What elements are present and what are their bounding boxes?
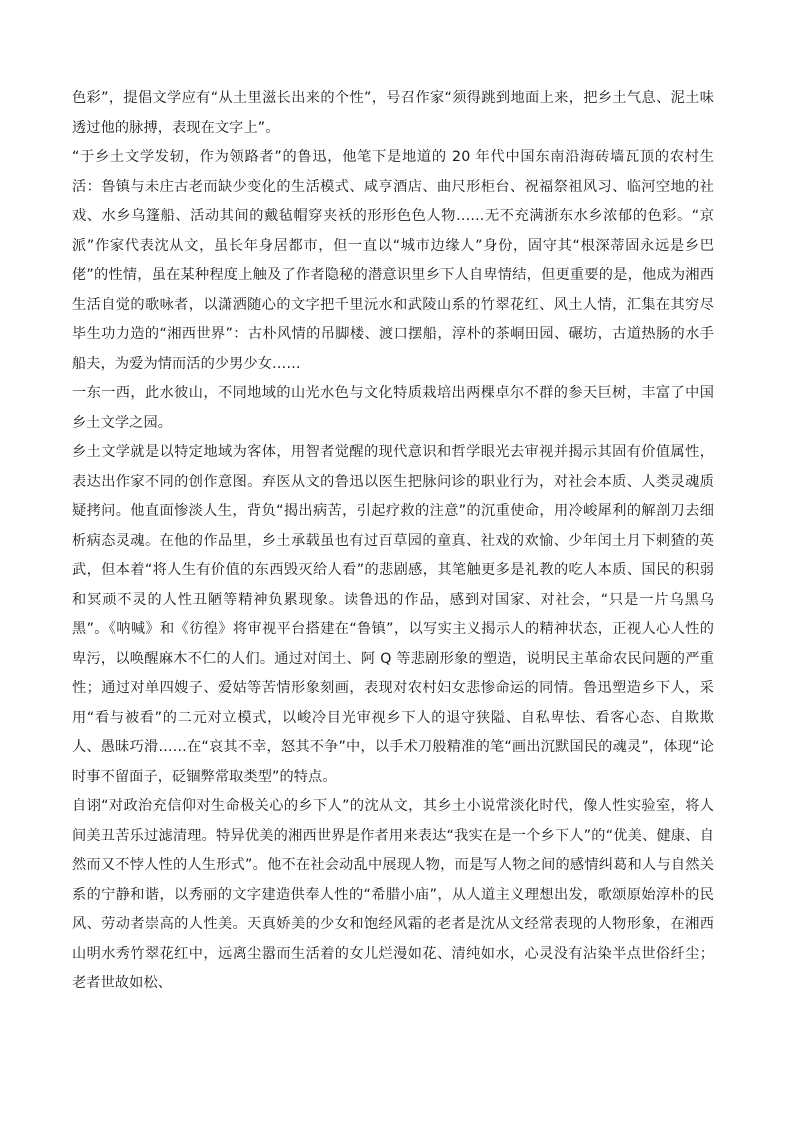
paragraph: “于乡土文学发轫，作为领路者”的鲁迅，他笔下是地道的 20 年代中国东南沿海砖墙瓦顶的农村生活：鲁镇与未庄古老而缺少变化的生活模式、咸亨酒店、曲尺形柜台、祝福祭祖风习、临河空地的社戏、水乡乌篷船、活动其间的戴毡帽穿夹袄的形形色色人物……无不充满浙东水乡浓郁的色彩。“京派”作家代表沈从文，虽长年身居都市，但一直以“城市边缘人”身份，固守其“根深蒂固永远是乡巴佬”的性情，虽在某种程度上触及了作者隐秘的潜意识里乡下人自卑情结，但更重要的是，他成为湘西生活自觉的歌咏者，以潇洒随心的文字把千里沅水和武陵山系的竹翠花红、风土人情，汇集在其穷尽毕生功力造的“湘西世界”：古朴风情的吊脚楼、渡口摆船，淳朴的茶峒田园、碾坊，古道热肠的水手船夫，为爱为情而活的少男少女……	[72, 149, 714, 372]
paragraph: 一东一西，此水彼山，不同地域的山光水色与文化特质栽培出两棵卓尔不群的参天巨树，丰富了中国乡土文学之园。	[72, 385, 714, 431]
paragraph: 自诩“对政治充信仰对生命极关心的乡下人”的沈从文，其乡土小说常淡化时代，像人性实验室，将人间美丑苦乐过滤清理。特异优美的湘西世界是作者用来表达“我实在是一个乡下人”的“优美、健康、自然而又不悖人性的人生形式”。他不在社会动乱中展现人物，而是写人物之间的感情纠葛和人与自然关系的宁静和谐，以秀丽的文字建造供奉人性的“希腊小庙”，从人道主义理想出发，歌颂原始淳朴的民风、劳动者崇高的人性美。天真娇美的少女和饱经风霜的老者是沈从文经常表现的人物形象，在湘西山明水秀竹翠花红中，远离尘嚣而生活着的女儿烂漫如花、清纯如水，心灵没有沾染半点世俗纤尘；老者世故如松、	[72, 798, 714, 991]
paragraph: 色彩”，提倡文学应有“从土里滋长出来的个性”，号召作家“须得跳到地面上来，把乡土气息、泥土味透过他的脉搏，表现在文字上”。	[72, 90, 714, 136]
paragraph: 乡土文学就是以特定地域为客体，用智者觉醒的现代意识和哲学眼光去审视并揭示其固有价值属性，表达出作家不同的创作意图。弃医从文的鲁迅以医生把脉问诊的职业行为，对社会本质、人类灵魂质疑拷问。他直面惨淡人生，背负“揭出病苦，引起疗救的注意”的沉重使命，用冷峻犀利的解剖刀去细析病态灵魂。在他的作品里，乡土承载虽也有过百草园的童真、社戏的欢愉、少年闰土月下刺猹的英武，但本着“将人生有价值的东西毁灭给人看”的悲剧感，其笔触更多是礼教的吃人本质、国民的积弱和冥顽不灵的人性丑陋等精神负累现象。读鲁迅的作品，感到对国家、对社会，“只是一片乌黑乌黑”。《呐喊》和《彷徨》将审视平台搭建在“鲁镇”，以写实主义揭示人的精神状态，正视人心人性的卑污，以唤醒麻木不仁的人们。通过对闰土、阿 Q 等悲剧形象的塑造，说明民主革命农民问题的严重性；通过对单四嫂子、爱姑等苦情形象刻画，表现对农村妇女悲惨命运的同情。鲁迅塑造乡下人，采用“看与被看”的二元对立模式，以峻冷目光审视乡下人的退守狭隘、自私卑怯、看客心态、自欺欺人、愚昧巧滑……在“哀其不幸，怒其不争”中，以手术刀般精准的笔“画出沉默国民的魂灵”，体现“论时事不留面子，砭锢弊常取类型”的特点。	[72, 444, 714, 785]
document-body	[72, 84, 714, 999]
